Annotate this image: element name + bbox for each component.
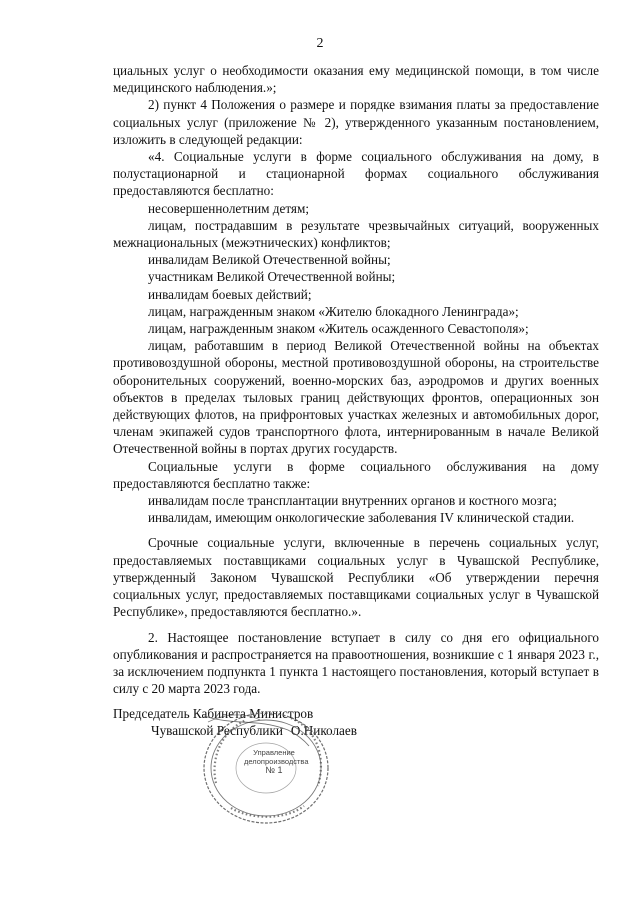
list-item-sevastopol-badge: лицам, награжденным знаком «Житель осажденного Севастополя»; — [148, 321, 529, 337]
list-item-oncology-invalids: инвалидам, имеющим онкологические заболевания IV клинической стадии. — [148, 510, 575, 526]
paragraph-urgent-services: Срочные социальные услуги, включенные в перечень социальных услуг, предоставляемых поставщиками социальных услуг в Чувашской Республике, утвержденный Законом Чувашской Республики «Об утверждении перечня социальных услуг, предоставляемых поставщиками социальных услуг в Чувашской Республике», предоставляются бесплатно.». — [113, 535, 599, 620]
list-item-war-invalids: инвалидам Великой Отечественной войны; — [148, 252, 391, 268]
paragraph-effective-date: 2. Настоящее постановление вступает в силу со дня его официального опубликования и распространяется на правоотношения, возникшие с 1 января 2023 г., за исключением подпункта 1 пункта 1 настоящего постановления, который вступает в силу с 20 марта 2023 года. — [113, 629, 599, 697]
list-item-emergency-victims: лицам, пострадавшим в результате чрезвычайных ситуаций, вооруженных межнациональных (межэтнических) конфликтов; — [113, 217, 599, 251]
signatory-name: О.Николаев — [290, 723, 357, 738]
list-item-transplant-invalids: инвалидам после трансплантации внутренних органов и костного мозга; — [148, 493, 557, 509]
list-item-combat-invalids: инвалидам боевых действий; — [148, 286, 312, 302]
list-item-war-participants: участникам Великой Отечественной войны; — [148, 269, 396, 285]
page-number: 2 — [316, 36, 324, 51]
list-item-minors: несовершеннолетним детям; — [148, 200, 310, 216]
signatory-title-line-1: Председатель Кабинета Министров — [113, 706, 314, 721]
document-body — [113, 62, 599, 697]
stamp-inner-text — [244, 748, 309, 775]
list-item-home-front-workers: лицам, работавшим в период Великой Отечественной войны на объектах противовоздушной обороны, местной противовоздушной обороны, на строительстве оборонительных сооружений, военно-морских баз, аэродромов и других военных объектов в пределах тыловых границ действующих фронтов, операционных зон действующих флотов, на прифронтовых участках железных и автомобильных дорог, членам экипажей судов транспортного флота, интернированным в начале Великой Отечественной войны в портах других государств. — [113, 338, 599, 457]
paragraph-continuation: циальных услуг о необходимости оказания ему медицинской помощи, в том числе медицинского наблюдения.»; — [113, 63, 599, 96]
stamp-line-2: делопроизводства — [244, 757, 309, 766]
paragraph-home-services: Социальные услуги в форме социального обслуживания на дому предоставляются бесплатно также: — [113, 458, 599, 491]
signatory-title-republic: Чувашской Республики — [151, 723, 283, 738]
stamp-line-1: Управление — [253, 748, 295, 757]
stamp-line-3: № 1 — [265, 765, 283, 775]
paragraph-item-2: 2) пункт 4 Положения о размере и порядке взимания платы за предоставление социальных услуг (приложение № 2), утвержденного указанным постановлением, изложить в следующей редакции: — [113, 97, 599, 147]
paragraph-clause-4: «4. Социальные услуги в форме социального обслуживания на дому, в полустационарной и стационарной формах социального обслуживания предоставляются бесплатно: — [113, 149, 599, 199]
list-item-leningrad-badge: лицам, награжденным знаком «Жителю блокадного Ленинграда»; — [148, 303, 519, 319]
official-stamp — [196, 708, 336, 828]
